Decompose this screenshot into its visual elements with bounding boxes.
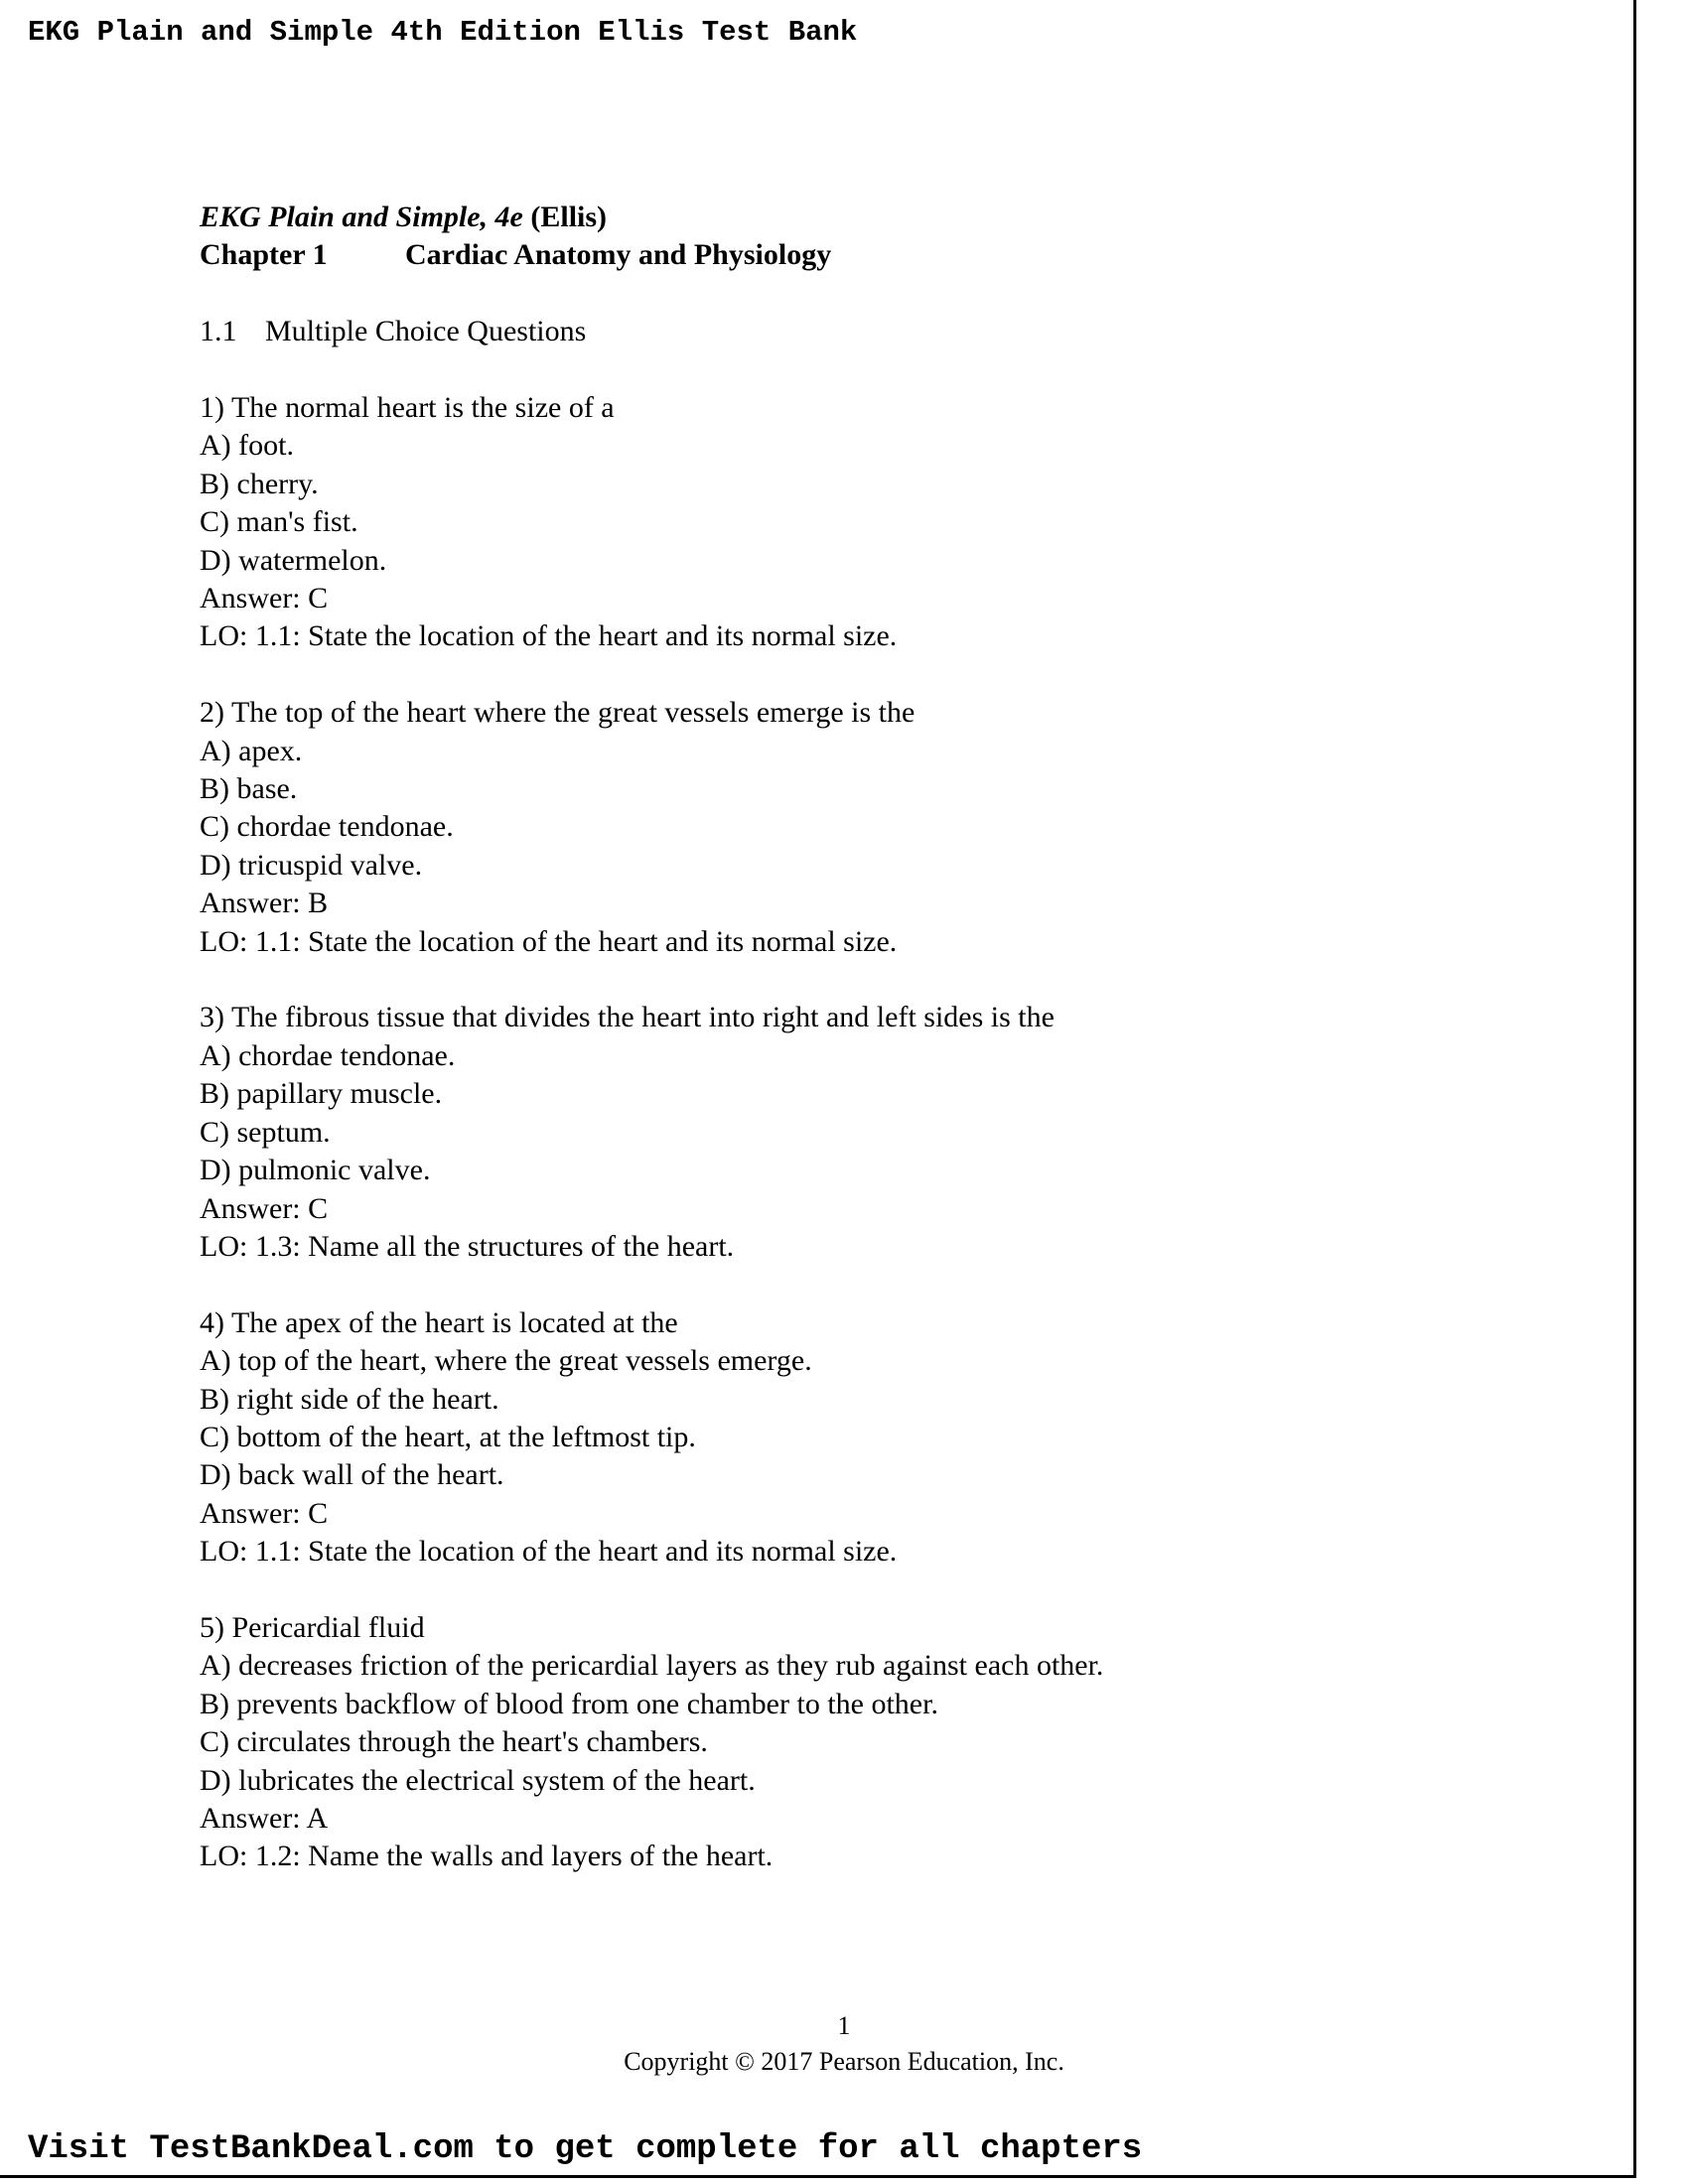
- option-b: B) right side of the heart.: [200, 1382, 499, 1416]
- book-title: EKG Plain and Simple, 4e: [200, 201, 523, 233]
- option-a: A) foot.: [200, 429, 294, 463]
- header-banner: EKG Plain and Simple 4th Edition Ellis Test Bank: [28, 16, 858, 49]
- learning-objective: LO: 1.1: State the location of the heart and its normal size.: [200, 619, 898, 653]
- book-title-line: [200, 199, 1490, 236]
- answer: Answer: C: [200, 1191, 329, 1225]
- question-3: [200, 999, 1490, 1266]
- learning-objective: LO: 1.1: State the location of the heart and its normal size.: [200, 924, 898, 958]
- section-label: Multiple Choice Questions: [265, 315, 587, 348]
- option-b: B) base.: [200, 772, 298, 806]
- option-b: B) cherry.: [200, 467, 319, 500]
- answer: Answer: C: [200, 582, 329, 615]
- option-c: C) bottom of the heart, at the leftmost tip.: [200, 1420, 696, 1453]
- answer: Answer: B: [200, 887, 329, 920]
- chapter-title-line: [200, 236, 1490, 274]
- chapter-label: Chapter 1: [200, 238, 328, 272]
- learning-objective: LO: 1.2: Name the walls and layers of the heart.: [200, 1840, 774, 1873]
- option-c: C) circulates through the heart's chambers.: [200, 1725, 708, 1759]
- option-a: A) top of the heart, where the great vessels emerge.: [200, 1344, 812, 1378]
- option-d: D) watermelon.: [200, 543, 387, 577]
- document-body: [200, 199, 1490, 1876]
- copyright-notice: Copyright © 2017 Pearson Education, Inc.: [624, 2047, 1064, 2076]
- option-d: D) tricuspid valve.: [200, 848, 423, 882]
- section-heading: [200, 313, 1490, 350]
- option-c: C) chordae tendonae.: [200, 810, 454, 844]
- option-d: D) pulmonic valve.: [200, 1154, 431, 1187]
- option-a: A) apex.: [200, 734, 303, 767]
- book-author: (Ellis): [530, 201, 608, 233]
- question-stem: 2) The top of the heart where the great vessels emerge is the: [200, 696, 915, 730]
- question-stem: 1) The normal heart is the size of a: [200, 391, 615, 424]
- section-number: 1.1: [200, 315, 237, 348]
- answer: Answer: C: [200, 1496, 329, 1530]
- question-1: [200, 389, 1490, 656]
- option-d: D) back wall of the heart.: [200, 1458, 504, 1492]
- option-c: C) septum.: [200, 1115, 331, 1149]
- question-4: [200, 1304, 1490, 1571]
- chapter-title: Cardiac Anatomy and Physiology: [405, 238, 832, 272]
- learning-objective: LO: 1.3: Name all the structures of the heart.: [200, 1229, 735, 1263]
- footer-banner: Visit TestBankDeal.com to get complete for all chapters: [28, 2130, 1143, 2168]
- page-number: 1: [837, 2011, 851, 2040]
- question-2: [200, 694, 1490, 961]
- question-stem: 3) The fibrous tissue that divides the heart into right and left sides is the: [200, 1001, 1055, 1034]
- option-b: B) papillary muscle.: [200, 1077, 443, 1111]
- option-d: D) lubricates the electrical system of the heart.: [200, 1763, 756, 1797]
- question-stem: 5) Pericardial fluid: [200, 1610, 425, 1644]
- learning-objective: LO: 1.1: State the location of the heart and its normal size.: [200, 1535, 898, 1569]
- answer: Answer: A: [200, 1801, 329, 1835]
- option-a: A) chordae tendonae.: [200, 1038, 456, 1072]
- option-a: A) decreases friction of the pericardial layers as they rub against each other.: [200, 1649, 1104, 1683]
- option-b: B) prevents backflow of blood from one chamber to the other.: [200, 1687, 938, 1720]
- question-stem: 4) The apex of the heart is located at the: [200, 1305, 678, 1339]
- question-5: [200, 1609, 1490, 1876]
- option-c: C) man's fist.: [200, 505, 358, 539]
